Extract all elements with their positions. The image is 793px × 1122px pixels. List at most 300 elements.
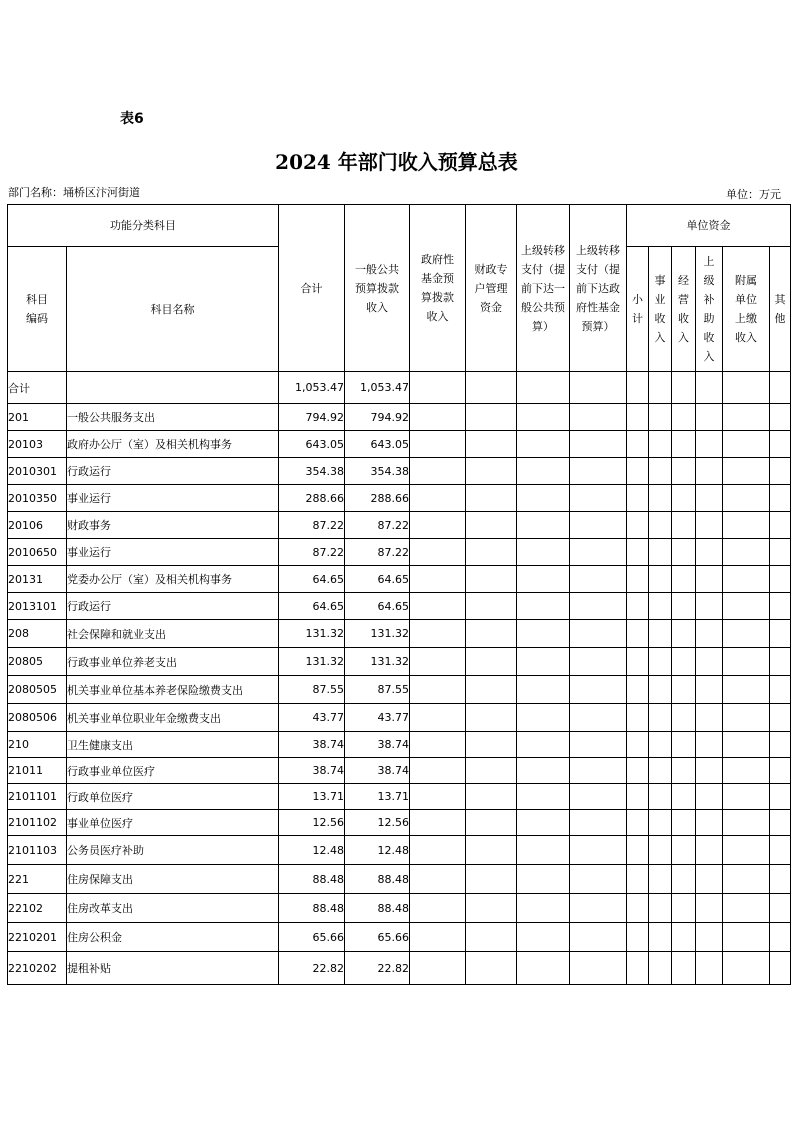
table-row — [8, 566, 791, 593]
table-row — [8, 923, 791, 952]
empty-cell — [570, 784, 627, 810]
table-header — [8, 205, 791, 372]
empty-cell — [627, 865, 649, 894]
empty-cell — [570, 431, 627, 458]
row-general: 87.22 — [345, 512, 410, 539]
table-row — [8, 539, 791, 566]
empty-cell — [466, 458, 517, 485]
empty-cell — [723, 676, 770, 704]
empty-cell — [627, 676, 649, 704]
empty-cell — [627, 566, 649, 593]
empty-cell — [517, 865, 570, 894]
empty-cell — [517, 512, 570, 539]
row-code: 208 — [8, 620, 67, 648]
empty-cell — [696, 485, 723, 512]
row-general: 22.82 — [345, 952, 410, 985]
empty-cell — [570, 512, 627, 539]
empty-cell — [466, 784, 517, 810]
row-code: 210 — [8, 732, 67, 758]
row-name: 事业单位医疗 — [67, 810, 279, 836]
empty-cell — [410, 485, 466, 512]
empty-cell — [570, 593, 627, 620]
header-special-account: 财政专户管理资金 — [466, 205, 517, 372]
empty-cell — [696, 732, 723, 758]
empty-cell — [410, 923, 466, 952]
total-row — [8, 372, 791, 404]
row-general: 131.32 — [345, 620, 410, 648]
empty-cell — [770, 431, 791, 458]
row-general: 88.48 — [345, 865, 410, 894]
empty-cell — [770, 485, 791, 512]
empty-cell — [649, 648, 672, 676]
empty-cell — [517, 732, 570, 758]
empty-cell — [672, 952, 696, 985]
empty-cell — [570, 648, 627, 676]
row-total: 13.71 — [279, 784, 345, 810]
empty-cell — [517, 593, 570, 620]
empty-cell — [410, 593, 466, 620]
header-operating-income: 经营收入 — [672, 247, 696, 372]
row-general: 288.66 — [345, 485, 410, 512]
empty-cell — [723, 810, 770, 836]
empty-cell — [723, 648, 770, 676]
row-total: 131.32 — [279, 620, 345, 648]
empty-cell — [770, 758, 791, 784]
empty-cell — [723, 923, 770, 952]
empty-cell — [466, 758, 517, 784]
empty-cell — [672, 648, 696, 676]
row-total: 87.55 — [279, 676, 345, 704]
empty-cell — [649, 512, 672, 539]
header-upper-fund: 上级转移支付（提前下达政府性基金预算） — [570, 205, 627, 372]
row-total: 643.05 — [279, 431, 345, 458]
empty-cell — [410, 512, 466, 539]
empty-cell — [723, 704, 770, 732]
empty-cell — [770, 404, 791, 431]
empty-cell — [672, 676, 696, 704]
empty-cell — [570, 836, 627, 865]
empty-cell — [649, 431, 672, 458]
empty-cell — [672, 732, 696, 758]
empty-cell — [723, 836, 770, 865]
empty-cell — [410, 952, 466, 985]
empty-cell — [517, 676, 570, 704]
header-func-category: 功能分类科目 — [8, 205, 279, 247]
table-row — [8, 704, 791, 732]
empty-cell — [696, 784, 723, 810]
empty-cell — [627, 485, 649, 512]
empty-cell — [696, 676, 723, 704]
empty-cell — [672, 620, 696, 648]
row-total: 64.65 — [279, 593, 345, 620]
empty-cell — [570, 704, 627, 732]
empty-cell — [627, 458, 649, 485]
page-title: 2024 年部门收入预算总表 — [275, 150, 518, 174]
empty-cell — [627, 539, 649, 566]
empty-cell — [696, 923, 723, 952]
empty-cell — [517, 648, 570, 676]
row-code: 20131 — [8, 566, 67, 593]
empty-cell — [517, 566, 570, 593]
empty-cell — [570, 566, 627, 593]
row-code: 20805 — [8, 648, 67, 676]
row-name: 机关事业单位职业年金缴费支出 — [67, 704, 279, 732]
empty-cell — [517, 952, 570, 985]
row-name: 事业运行 — [67, 485, 279, 512]
empty-cell — [723, 512, 770, 539]
row-name: 行政运行 — [67, 458, 279, 485]
empty-cell — [723, 732, 770, 758]
empty-cell — [672, 810, 696, 836]
empty-cell — [517, 404, 570, 431]
table-row — [8, 952, 791, 985]
row-name: 行政运行 — [67, 593, 279, 620]
empty-cell — [410, 758, 466, 784]
header-code: 科目编码 — [8, 247, 67, 372]
empty-cell — [466, 676, 517, 704]
empty-cell — [627, 836, 649, 865]
row-code: 2010350 — [8, 485, 67, 512]
empty-cell — [770, 593, 791, 620]
empty-cell — [570, 758, 627, 784]
department-name: 部门名称：埇桥区汴河街道 — [8, 186, 140, 199]
empty-cell — [410, 836, 466, 865]
empty-cell — [649, 894, 672, 923]
empty-cell — [410, 676, 466, 704]
empty-cell — [466, 865, 517, 894]
row-general: 38.74 — [345, 758, 410, 784]
row-total: 87.22 — [279, 539, 345, 566]
row-code: 2080506 — [8, 704, 67, 732]
row-name: 机关事业单位基本养老保险缴费支出 — [67, 676, 279, 704]
empty-cell — [570, 810, 627, 836]
row-code: 22102 — [8, 894, 67, 923]
row-total: 38.74 — [279, 758, 345, 784]
empty-cell — [723, 431, 770, 458]
empty-cell — [723, 620, 770, 648]
total-label: 合计 — [8, 372, 67, 404]
row-general: 131.32 — [345, 648, 410, 676]
empty-cell — [410, 784, 466, 810]
empty-cell — [672, 512, 696, 539]
row-name: 党委办公厅（室）及相关机构事务 — [67, 566, 279, 593]
empty-cell — [627, 648, 649, 676]
empty-cell — [466, 894, 517, 923]
header-name: 科目名称 — [67, 247, 279, 372]
empty-cell — [517, 539, 570, 566]
empty-cell — [627, 758, 649, 784]
row-general: 43.77 — [345, 704, 410, 732]
row-name: 社会保障和就业支出 — [67, 620, 279, 648]
empty-cell — [466, 539, 517, 566]
empty-cell — [723, 784, 770, 810]
empty-cell — [466, 485, 517, 512]
empty-cell — [770, 704, 791, 732]
empty-cell — [696, 810, 723, 836]
total-name-cell — [67, 372, 279, 404]
empty-cell — [672, 593, 696, 620]
table-row — [8, 758, 791, 784]
empty-cell — [466, 404, 517, 431]
empty-cell — [696, 404, 723, 431]
row-code: 2010650 — [8, 539, 67, 566]
empty-cell — [672, 539, 696, 566]
empty-cell — [570, 485, 627, 512]
header-subtotal: 小计 — [627, 247, 649, 372]
empty-cell — [672, 404, 696, 431]
empty-cell — [649, 810, 672, 836]
empty-cell — [466, 593, 517, 620]
empty-cell — [570, 404, 627, 431]
empty-cell — [770, 810, 791, 836]
row-general: 12.56 — [345, 810, 410, 836]
empty-cell — [696, 836, 723, 865]
row-name: 行政事业单位医疗 — [67, 758, 279, 784]
empty-cell — [723, 758, 770, 784]
empty-cell — [672, 485, 696, 512]
empty-cell — [517, 923, 570, 952]
row-total: 22.82 — [279, 952, 345, 985]
empty-cell — [517, 784, 570, 810]
header-total: 合计 — [279, 205, 345, 372]
empty-cell — [649, 923, 672, 952]
empty-cell — [770, 865, 791, 894]
empty-cell — [649, 485, 672, 512]
empty-cell — [696, 865, 723, 894]
row-general: 65.66 — [345, 923, 410, 952]
table-row — [8, 512, 791, 539]
unit-label: 单位：万元 — [726, 188, 781, 201]
row-general: 88.48 — [345, 894, 410, 923]
empty-cell — [649, 566, 672, 593]
empty-cell — [466, 810, 517, 836]
empty-cell — [696, 566, 723, 593]
table-row — [8, 894, 791, 923]
row-code: 201 — [8, 404, 67, 431]
header-affiliated-income: 附属单位上缴收入 — [723, 247, 770, 372]
empty-cell — [723, 894, 770, 923]
empty-cell — [723, 458, 770, 485]
empty-cell — [570, 676, 627, 704]
empty-cell — [466, 704, 517, 732]
empty-cell — [410, 458, 466, 485]
row-name: 公务员医疗补助 — [67, 836, 279, 865]
row-total: 65.66 — [279, 923, 345, 952]
empty-cell — [570, 620, 627, 648]
empty-cell — [517, 704, 570, 732]
row-general: 87.22 — [345, 539, 410, 566]
empty-cell — [466, 431, 517, 458]
row-general: 354.38 — [345, 458, 410, 485]
empty-cell — [466, 952, 517, 985]
empty-cell — [649, 758, 672, 784]
empty-cell — [517, 431, 570, 458]
empty-cell — [770, 566, 791, 593]
row-total: 88.48 — [279, 865, 345, 894]
empty-cell — [649, 865, 672, 894]
row-name: 卫生健康支出 — [67, 732, 279, 758]
header-upper-general: 上级转移支付（提前下达一般公共预算） — [517, 205, 570, 372]
budget-table — [7, 204, 791, 985]
empty-cell — [649, 458, 672, 485]
empty-cell — [770, 539, 791, 566]
table-row — [8, 676, 791, 704]
empty-cell — [672, 458, 696, 485]
row-total: 38.74 — [279, 732, 345, 758]
empty-cell — [672, 923, 696, 952]
row-name: 事业运行 — [67, 539, 279, 566]
empty-cell — [723, 566, 770, 593]
row-code: 2013101 — [8, 593, 67, 620]
empty-cell — [649, 784, 672, 810]
empty-cell — [672, 566, 696, 593]
row-total: 87.22 — [279, 512, 345, 539]
row-code: 221 — [8, 865, 67, 894]
empty-cell — [672, 836, 696, 865]
empty-cell — [649, 732, 672, 758]
empty-cell — [770, 458, 791, 485]
table-body — [8, 372, 791, 985]
empty-cell — [672, 865, 696, 894]
table-row — [8, 648, 791, 676]
empty-cell — [466, 648, 517, 676]
empty-cell — [570, 539, 627, 566]
empty-cell — [466, 512, 517, 539]
empty-cell — [649, 404, 672, 431]
empty-cell — [770, 620, 791, 648]
total-amount: 1,053.47 — [279, 372, 345, 404]
empty-cell — [517, 810, 570, 836]
total-general: 1,053.47 — [345, 372, 410, 404]
empty-cell — [723, 952, 770, 985]
empty-cell — [410, 620, 466, 648]
empty-cell — [627, 620, 649, 648]
empty-cell — [770, 676, 791, 704]
empty-cell — [570, 458, 627, 485]
empty-cell — [410, 566, 466, 593]
row-name: 政府办公厅（室）及相关机构事务 — [67, 431, 279, 458]
empty-cell — [627, 923, 649, 952]
empty-cell — [627, 704, 649, 732]
row-name: 财政事务 — [67, 512, 279, 539]
table-row — [8, 836, 791, 865]
empty-cell — [627, 952, 649, 985]
header-general-budget: 一般公共预算拨款收入 — [345, 205, 410, 372]
empty-cell — [410, 865, 466, 894]
empty-cell — [672, 704, 696, 732]
empty-cell — [696, 431, 723, 458]
empty-cell — [649, 836, 672, 865]
empty-cell — [466, 732, 517, 758]
row-total: 354.38 — [279, 458, 345, 485]
table-row — [8, 732, 791, 758]
empty-cell — [627, 894, 649, 923]
empty-cell — [410, 648, 466, 676]
row-total: 12.48 — [279, 836, 345, 865]
empty-cell — [649, 676, 672, 704]
empty-cell — [723, 539, 770, 566]
empty-cell — [570, 732, 627, 758]
empty-cell — [672, 784, 696, 810]
empty-cell — [410, 704, 466, 732]
empty-cell — [570, 865, 627, 894]
row-code: 2101103 — [8, 836, 67, 865]
header-business-income: 事业收入 — [649, 247, 672, 372]
empty-cell — [627, 512, 649, 539]
empty-cell — [723, 404, 770, 431]
row-name: 住房保障支出 — [67, 865, 279, 894]
row-name: 行政单位医疗 — [67, 784, 279, 810]
row-total: 794.92 — [279, 404, 345, 431]
empty-cell — [696, 758, 723, 784]
row-code: 20103 — [8, 431, 67, 458]
header-upper-subsidy: 上级补助收入 — [696, 247, 723, 372]
empty-cell — [696, 648, 723, 676]
empty-cell — [696, 952, 723, 985]
empty-cell — [627, 404, 649, 431]
row-code: 2010301 — [8, 458, 67, 485]
empty-cell — [517, 894, 570, 923]
row-name: 行政事业单位养老支出 — [67, 648, 279, 676]
table-row — [8, 485, 791, 512]
empty-cell — [410, 732, 466, 758]
row-code: 2101101 — [8, 784, 67, 810]
empty-cell — [696, 512, 723, 539]
empty-cell — [696, 620, 723, 648]
empty-cell — [517, 836, 570, 865]
row-general: 87.55 — [345, 676, 410, 704]
empty-cell — [410, 404, 466, 431]
header-unit-funds: 单位资金 — [627, 205, 791, 247]
empty-cell — [627, 431, 649, 458]
empty-cell — [410, 431, 466, 458]
empty-cell — [672, 758, 696, 784]
row-general: 794.92 — [345, 404, 410, 431]
table-row — [8, 431, 791, 458]
empty-cell — [770, 836, 791, 865]
empty-cell — [696, 539, 723, 566]
empty-cell — [770, 648, 791, 676]
row-code: 2210201 — [8, 923, 67, 952]
empty-cell — [770, 923, 791, 952]
row-code: 20106 — [8, 512, 67, 539]
empty-cell — [696, 704, 723, 732]
empty-cell — [770, 512, 791, 539]
empty-cell — [627, 732, 649, 758]
row-name: 住房公积金 — [67, 923, 279, 952]
empty-cell — [410, 894, 466, 923]
empty-cell — [466, 836, 517, 865]
empty-cell — [627, 784, 649, 810]
row-general: 12.48 — [345, 836, 410, 865]
empty-cell — [649, 952, 672, 985]
table-row — [8, 458, 791, 485]
empty-cell — [570, 894, 627, 923]
empty-cell — [723, 485, 770, 512]
row-general: 643.05 — [345, 431, 410, 458]
empty-cell — [649, 539, 672, 566]
table-row — [8, 620, 791, 648]
table-row — [8, 810, 791, 836]
row-code: 2101102 — [8, 810, 67, 836]
empty-cell — [770, 894, 791, 923]
table-number: 表6 — [120, 111, 144, 127]
row-total: 288.66 — [279, 485, 345, 512]
row-total: 64.65 — [279, 566, 345, 593]
empty-cell — [770, 784, 791, 810]
row-general: 64.65 — [345, 593, 410, 620]
empty-cell — [466, 620, 517, 648]
